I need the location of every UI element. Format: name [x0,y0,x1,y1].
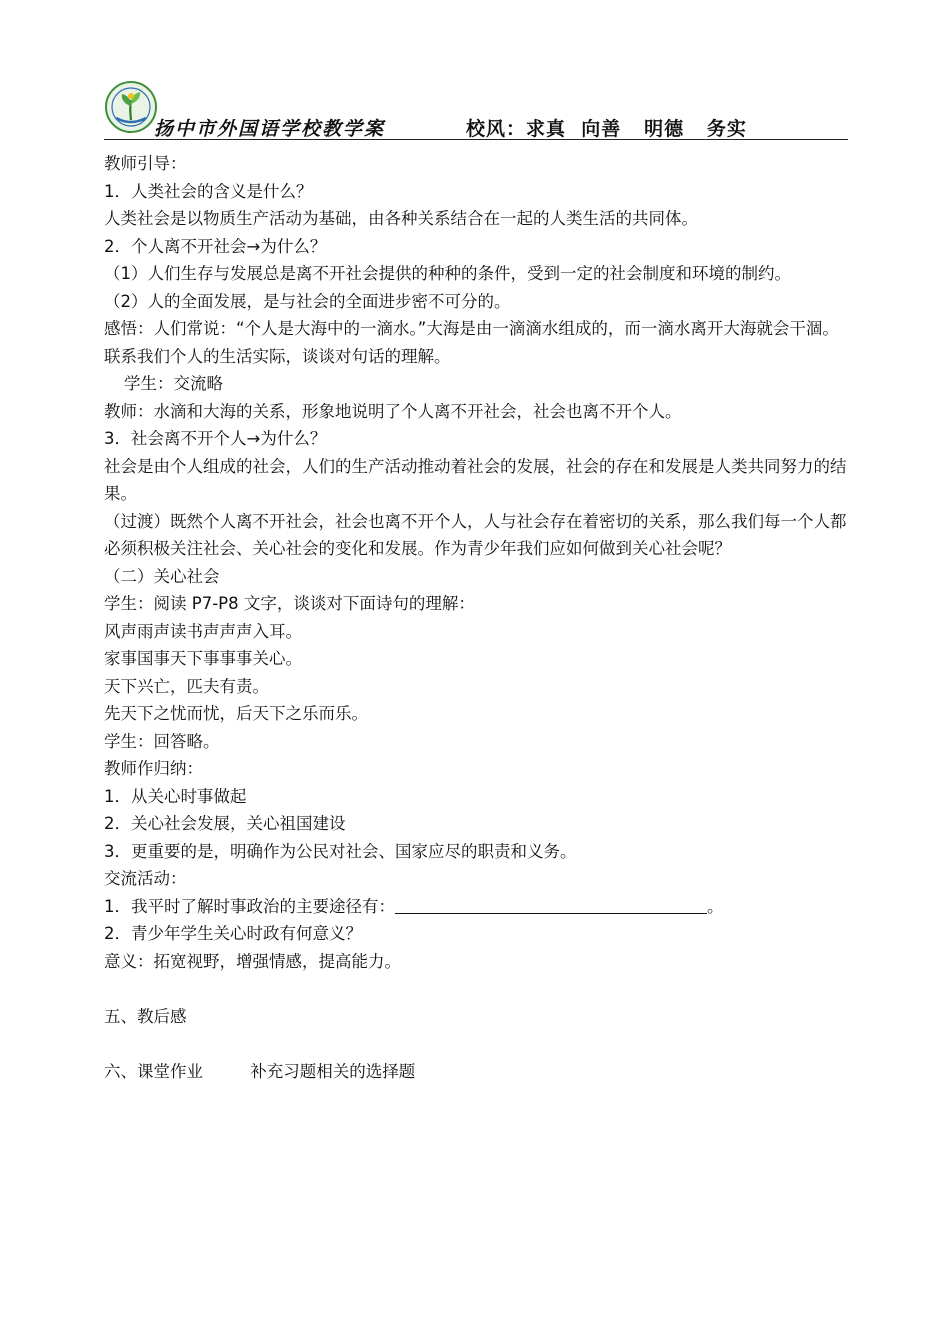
header-divider [104,139,848,140]
spacer [104,975,848,1003]
text-line: 人类社会是以物质生产活动为基础，由各种关系结合在一起的人类生活的共同体。 [104,209,698,228]
text-line: 教师：水滴和大海的关系，形象地说明了个人离不开社会，社会也离不开个人。 [104,401,682,421]
school-motto: 校风：求真 向善 明德 务实 [466,118,747,140]
question-line: 2．青少年学生关心时政有何意义？ [104,924,362,943]
text-line: 意义：拓宽视野，增强情感，提高能力。 [104,951,401,971]
text-paragraph: 社会是由个人组成的社会，人们的生产活动推动着社会的发展，社会的存在和发展是人类共同努力的结果。 [104,456,847,503]
poem-line: 家事国事天下事事事关心。 [104,649,302,668]
poem-line: 风声雨声读书声声声入耳。 [104,621,302,641]
text-paragraph: （1）人们生存与发展总是离不开社会提供的种种的条件，受到一定的社会制度和环境的制约。 [104,264,791,283]
text-line: 学生：阅读 P7-P8 文字，谈谈对下面诗句的理解： [104,594,475,613]
text-line: 学生：回答略。 [104,731,220,751]
lesson-content [104,150,848,1085]
text-line: 教师作归纳： [104,759,203,778]
spacer [104,1030,848,1058]
fill-in-prompt: 1．我平时了解时事政治的主要途径有： [104,896,395,916]
text-line: 教师引导： [104,154,187,173]
poem-line: 天下兴亡，匹夫有责。 [104,676,269,696]
text-paragraph: （过渡）既然个人离不开社会，社会也离不开个人，人与社会存在着密切的关系，那么我们每一个人都必须积极关注社会、关心社会的变化和发展。作为青少年我们应如何做到关心社会呢？ [104,511,847,558]
question-heading: 2．个人离不开社会→为什么？ [104,236,327,256]
school-title: 扬中市外国语学校教学案 [154,118,386,140]
list-item: 3．更重要的是，明确作为公民对社会、国家应尽的职责和义务。 [104,841,577,861]
text-line: 学生：交流略 [124,374,223,393]
list-item: 2．关心社会发展，关心祖国建设 [104,814,346,833]
text-paragraph: 感悟：人们常说：“个人是大海中的一滴水。”大海是由一滴滴水组成的，而一滴水离开大海就会干涸。联系我们个人的生活实际，谈谈对句话的理解。 [104,319,839,366]
fill-in-question [104,893,848,921]
section-heading: 六、课堂作业 补充习题相关的选择题 [104,1061,416,1081]
section-heading: 五、教后感 [104,1006,187,1026]
text-line: 交流活动： [104,869,187,888]
question-heading: 3．社会离不开个人→为什么？ [104,429,327,448]
text-line: （2）人的全面发展，是与社会的全面进步密不可分的。 [104,291,511,311]
school-emblem-icon [104,80,158,134]
question-heading: 1．人类社会的含义是什么？ [104,181,313,201]
poem-line: 先天下之忧而忧，后天下之乐而乐。 [104,704,368,723]
fill-in-end: 。 [707,896,724,916]
list-item: 1．从关心时事做起 [104,786,247,806]
section-heading: （二）关心社会 [104,566,220,586]
answer-blank[interactable] [395,895,707,914]
